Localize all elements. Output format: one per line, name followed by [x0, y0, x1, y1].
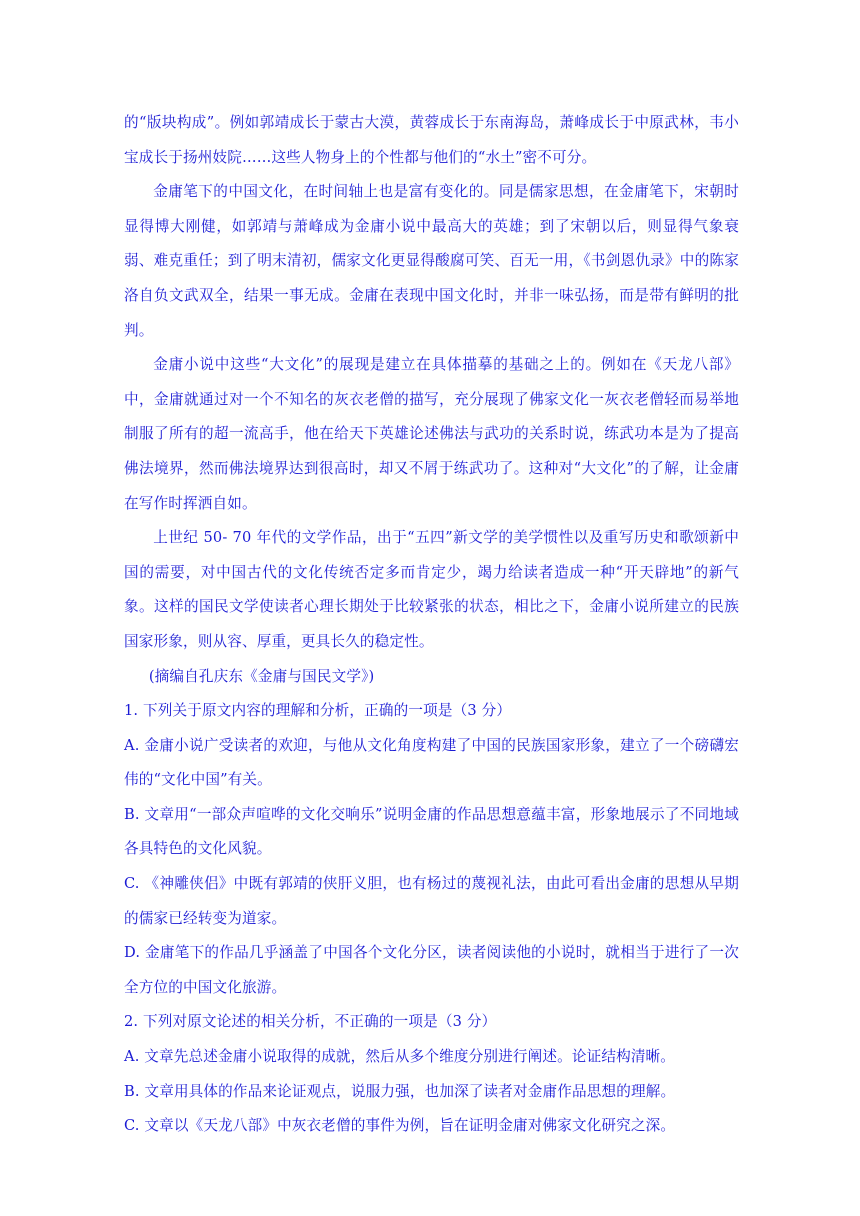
question-1-option-c: C. 《神雕侠侣》中既有郭靖的侠肝义胆，也有杨过的蔑视礼法，由此可看出金庸的思想从早期的儒家已经转变为道家。: [124, 875, 739, 927]
question-2-stem: 2. 下列对原文论述的相关分析，不正确的一项是（3 分）: [124, 1013, 497, 1031]
article-source: (摘编自孔庆东《金庸与国民文学》): [148, 667, 375, 685]
question-1-option-d: D. 金庸笔下的作品几乎涵盖了中国各个文化分区，读者阅读他的小说时，就相当于进行了一次全方位的中国文化旅游。: [124, 944, 739, 996]
question-1-option-a: A. 金庸小说广受读者的欢迎，与他从文化角度构建了中国的民族国家形象，建立了一个磅礴宏伟的“文化中国”有关。: [124, 736, 739, 789]
question-1-stem: 1. 下列关于原文内容的理解和分析，正确的一项是（3 分）: [124, 702, 512, 720]
question-2-option-a: A. 文章先总述金庸小说取得的成就，然后从多个维度分别进行阐述。论证结构清晰。: [124, 1048, 676, 1066]
article-paragraph-3: 金庸小说中这些“大文化”的展现是建立在具体描摹的基础之上的。例如在《天龙八部》中，金庸就通过对一个不知名的灰衣老僧的描写，充分展现了佛家文化一灰衣老僧轻而易举地制服了所有的超一流高手，他在给天下英雄论述佛法与武功的关系时说，练武功本是为了提高佛法境界，然而佛法境界达到很高时，却又不屑于练武功了。这种对“大文化”的了解，让金庸在写作时挥洒自如。: [124, 356, 739, 512]
article-paragraph-1: 的“版块构成”。例如郭靖成长于蒙古大漠，黄蓉成长于东南海岛，萧峰成长于中原武林，韦小宝成长于扬州妓院……这些人物身上的个性都与他们的“水土”密不可分。: [124, 114, 739, 166]
article-paragraph-4: 上世纪 50- 70 年代的文学作品，出于“五四”新文学的美学惯性以及重写历史和歌颂新中国的需要，对中国古代的文化传统否定多而肯定少，竭力给读者造成一种“开天辟地”的新气象。这样的国民文学使读者心理长期处于比较紧张的状态，相比之下，金庸小说所建立的民族国家形象，则从容、厚重，更具长久的稳定性。: [124, 529, 739, 650]
article-paragraph-2: 金庸笔下的中国文化，在时间轴上也是富有变化的。同是儒家思想，在金庸笔下，宋朝时显得博大刚健，如郭靖与萧峰成为金庸小说中最高大的英雄；到了宋朝以后，则显得气象衰弱、难克重任；到了明末清初，儒家文化更显得酸腐可笑、百无一用，《书剑恩仇录》中的陈家洛自负文武双全，结果一事无成。金庸在表现中国文化时，并非一味弘扬，而是带有鲜明的批判。: [124, 183, 739, 339]
question-2-option-c: C. 文章以《天龙八部》中灰衣老僧的事件为例，旨在证明金庸对佛家文化研究之深。: [124, 1117, 676, 1135]
document-page: [124, 106, 739, 1144]
question-1-option-b: B. 文章用“一部众声喧哗的文化交响乐”说明金庸的作品思想意蕴丰富，形象地展示了不同地域各具特色的文化风貌。: [124, 805, 739, 858]
question-2-option-b: B. 文章用具体的作品来论证观点，说服力强，也加深了读者对金庸作品思想的理解。: [124, 1082, 676, 1100]
